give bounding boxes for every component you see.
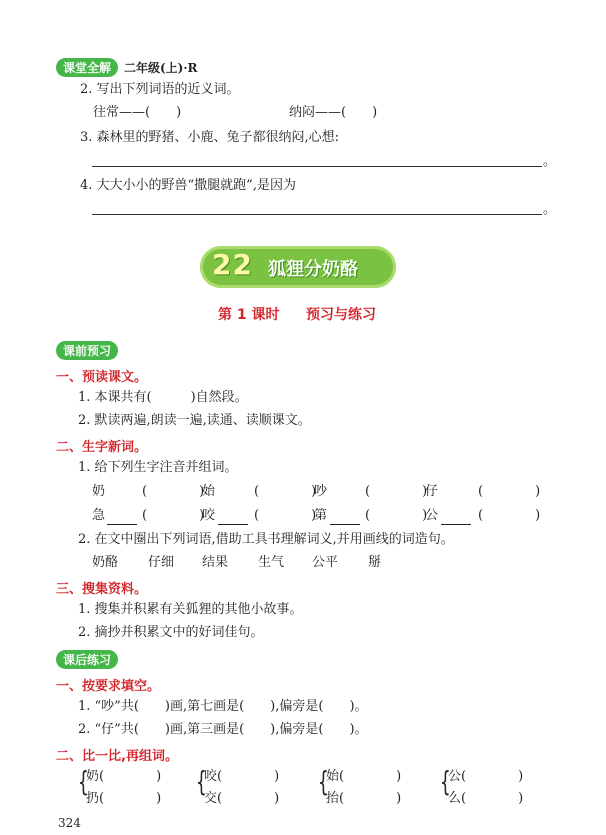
char-chao: 吵 — [314, 484, 328, 499]
header-grade: 二年级(上)·R — [124, 61, 198, 75]
underline-blank — [441, 510, 471, 529]
char-blank: ( ) — [478, 484, 541, 499]
question-2a: 往常——( ) — [93, 105, 182, 120]
char-zai: 仔 — [425, 484, 439, 499]
char-di: 第 — [314, 508, 328, 523]
pair-1-top: 奶( ) — [86, 769, 162, 784]
word-5: 公平 — [312, 555, 339, 570]
char-blank: ( ) — [142, 484, 205, 499]
section-fill: 一、按要求填空。 — [56, 679, 161, 694]
char-blank: ( ) — [365, 484, 428, 499]
word-3: 结果 — [202, 555, 229, 570]
pair-4-top: 公( ) — [448, 769, 524, 784]
collect-2: 2. 摘抄并积累文中的好词佳句。 — [78, 625, 264, 640]
section-collect: 三、搜集资料。 — [56, 582, 148, 597]
underline-blank — [107, 510, 137, 529]
new-words-2: 2. 在文中圈出下列词语,借助工具书理解词义,并用画线的词造句。 — [78, 532, 454, 547]
lesson-period: 第 1 课时 — [218, 307, 280, 323]
char-blank: ( ) — [478, 508, 541, 523]
char-blank: ( ) — [254, 484, 317, 499]
word-1: 奶酪 — [92, 555, 119, 570]
header-badge: 课堂全解 — [56, 58, 118, 77]
pre-class-badge: 课前预习 — [56, 341, 118, 360]
brace: { — [78, 765, 89, 798]
period-3: 。 — [543, 154, 557, 169]
underline-blank — [218, 510, 248, 529]
brace: { — [318, 765, 329, 798]
lesson-subtitle: 预习与练习 — [306, 307, 376, 323]
question-2: 2. 写出下列词语的近义词。 — [80, 82, 240, 97]
pair-3-bottom: 抬( ) — [326, 791, 402, 806]
brace: { — [440, 765, 451, 798]
page-number: 324 — [58, 816, 81, 830]
char-yao: 咬 — [202, 508, 216, 523]
word-6: 掰 — [368, 555, 382, 570]
char-blank: ( ) — [365, 508, 428, 523]
pair-3-top: 始( ) — [326, 769, 402, 784]
char-gong: 公 — [425, 508, 439, 523]
lesson-number: 22 — [212, 248, 253, 281]
char-blank: ( ) — [254, 508, 317, 523]
word-4: 生气 — [258, 555, 285, 570]
underline-blank — [330, 510, 360, 529]
section-compare: 二、比一比,再组词。 — [56, 749, 178, 764]
collect-1: 1. 搜集并积累有关狐狸的其他小故事。 — [78, 602, 303, 617]
period-4: 。 — [543, 202, 557, 217]
section-new-words: 二、生字新词。 — [56, 440, 148, 455]
lesson-name: 狐狸分奶酪 — [268, 259, 358, 280]
brace: { — [196, 765, 207, 798]
pair-1-bottom: 扔( ) — [86, 791, 162, 806]
pair-2-top: 咬( ) — [204, 769, 280, 784]
word-2: 仔细 — [148, 555, 175, 570]
char-nai: 奶 — [92, 484, 106, 499]
question-2b: 纳闷——( ) — [289, 105, 378, 120]
fill-1: 1. “吵”共( )画,第七画是( ),偏旁是( )。 — [78, 699, 368, 714]
pair-2-bottom: 交( ) — [204, 791, 280, 806]
post-class-badge: 课后练习 — [56, 650, 118, 669]
preread-1: 1. 本课共有( )自然段。 — [78, 390, 248, 405]
char-shi: 始 — [202, 484, 216, 499]
preread-2: 2. 默读两遍,朗读一遍,读通、读顺课文。 — [78, 413, 311, 428]
section-preread: 一、预读课文。 — [56, 370, 148, 385]
question-4: 4. 大大小小的野兽“撒腿就跑”,是因为 — [80, 178, 296, 193]
char-blank: ( ) — [142, 508, 205, 523]
answer-line-3 — [92, 166, 542, 167]
question-3: 3. 森林里的野猪、小鹿、兔子都很纳闷,心想: — [80, 130, 340, 145]
fill-2: 2. “仔”共( )画,第三画是( ),偏旁是( )。 — [78, 722, 368, 737]
char-ji: 急 — [92, 508, 106, 523]
pair-4-bottom: 么( ) — [448, 791, 524, 806]
new-words-1: 1. 给下列生字注音并组词。 — [78, 460, 238, 475]
answer-line-4 — [92, 214, 542, 215]
